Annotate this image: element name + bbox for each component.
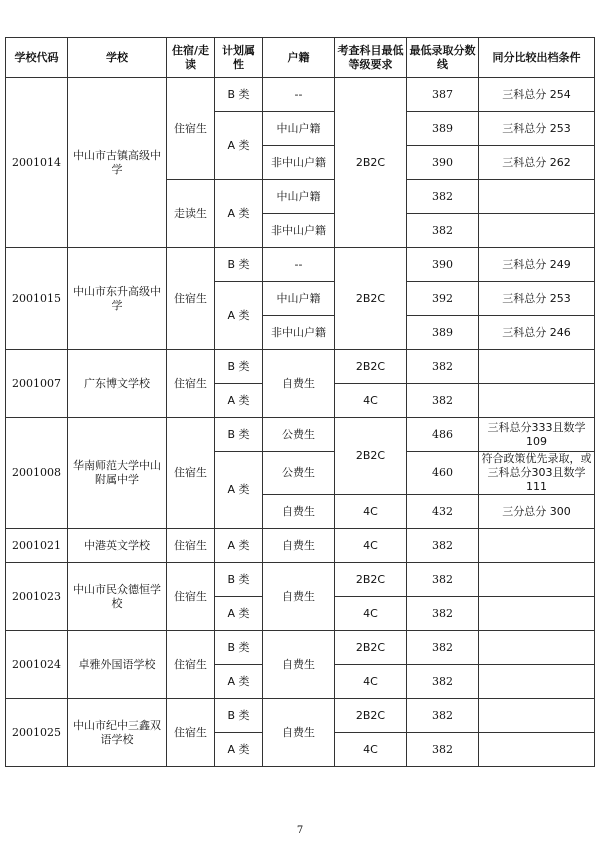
condition-cell [479, 665, 595, 699]
residence-cell: 住宿生 [167, 418, 215, 529]
hukou-cell: 自费生 [263, 563, 335, 631]
residence-cell: 住宿生 [167, 78, 215, 180]
hukou-cell: 非中山户籍 [263, 146, 335, 180]
school-code: 2001023 [6, 563, 68, 631]
school-name: 中山市古镇高级中学 [68, 78, 167, 248]
table-row [6, 350, 595, 384]
plan-cell: A 类 [215, 597, 263, 631]
condition-cell [479, 597, 595, 631]
score-cell: 382 [407, 631, 479, 665]
hukou-cell: 自费生 [263, 495, 335, 529]
plan-cell: B 类 [215, 78, 263, 112]
score-cell: 382 [407, 180, 479, 214]
admission-score-table [5, 37, 595, 767]
score-cell: 382 [407, 563, 479, 597]
residence-cell: 住宿生 [167, 563, 215, 631]
plan-cell: A 类 [215, 112, 263, 180]
header-row [6, 38, 595, 78]
condition-cell: 三科总分 262 [479, 146, 595, 180]
plan-cell: B 类 [215, 248, 263, 282]
condition-cell [479, 733, 595, 767]
score-cell: 387 [407, 78, 479, 112]
residence-cell: 住宿生 [167, 529, 215, 563]
condition-cell: 三科总分 253 [479, 112, 595, 146]
plan-cell: A 类 [215, 733, 263, 767]
condition-cell: 三科总分333且数学109 [479, 418, 595, 452]
subject-cell: 2B2C [335, 78, 407, 248]
residence-cell: 住宿生 [167, 248, 215, 350]
score-cell: 460 [407, 452, 479, 495]
header-tie-condition: 同分比较出档条件 [479, 38, 595, 78]
plan-cell: A 类 [215, 529, 263, 563]
condition-cell [479, 384, 595, 418]
header-min-score: 最低录取分数线 [407, 38, 479, 78]
score-cell: 389 [407, 112, 479, 146]
subject-cell: 2B2C [335, 418, 407, 495]
school-code: 2001007 [6, 350, 68, 418]
score-cell: 382 [407, 350, 479, 384]
header-code: 学校代码 [6, 38, 68, 78]
school-code: 2001008 [6, 418, 68, 529]
hukou-cell: 中山户籍 [263, 112, 335, 146]
condition-cell [479, 631, 595, 665]
subject-cell: 2B2C [335, 631, 407, 665]
residence-cell: 住宿生 [167, 699, 215, 767]
plan-cell: A 类 [215, 282, 263, 350]
hukou-cell: 非中山户籍 [263, 316, 335, 350]
condition-cell: 符合政策优先录取，或三科总分303且数学111 [479, 452, 595, 495]
school-code: 2001015 [6, 248, 68, 350]
hukou-cell: 公费生 [263, 418, 335, 452]
school-name: 中山市纪中三鑫双语学校 [68, 699, 167, 767]
subject-cell: 4C [335, 495, 407, 529]
table-row [6, 418, 595, 452]
hukou-cell: 中山户籍 [263, 180, 335, 214]
subject-cell: 4C [335, 597, 407, 631]
subject-cell: 2B2C [335, 699, 407, 733]
residence-cell: 走读生 [167, 180, 215, 248]
condition-cell: 三分总分 300 [479, 495, 595, 529]
table-row [6, 78, 595, 112]
plan-cell: B 类 [215, 631, 263, 665]
table-row [6, 699, 595, 733]
header-plan: 计划属性 [215, 38, 263, 78]
school-code: 2001024 [6, 631, 68, 699]
score-cell: 389 [407, 316, 479, 350]
plan-cell: A 类 [215, 384, 263, 418]
subject-cell: 4C [335, 384, 407, 418]
score-cell: 382 [407, 665, 479, 699]
plan-cell: A 类 [215, 665, 263, 699]
condition-cell: 三科总分 249 [479, 248, 595, 282]
school-code: 2001014 [6, 78, 68, 248]
score-cell: 392 [407, 282, 479, 316]
plan-cell: B 类 [215, 563, 263, 597]
school-code: 2001021 [6, 529, 68, 563]
subject-cell: 4C [335, 665, 407, 699]
score-cell: 382 [407, 597, 479, 631]
hukou-cell: 非中山户籍 [263, 214, 335, 248]
condition-cell [479, 350, 595, 384]
table-row [6, 529, 595, 563]
subject-cell: 4C [335, 529, 407, 563]
condition-cell [479, 563, 595, 597]
condition-cell: 三科总分 253 [479, 282, 595, 316]
condition-cell: 三科总分 246 [479, 316, 595, 350]
subject-cell: 2B2C [335, 248, 407, 350]
hukou-cell: 中山户籍 [263, 282, 335, 316]
score-cell: 486 [407, 418, 479, 452]
condition-cell [479, 180, 595, 214]
school-name: 卓雅外国语学校 [68, 631, 167, 699]
hukou-cell: 自费生 [263, 699, 335, 767]
hukou-cell: 自费生 [263, 631, 335, 699]
score-cell: 382 [407, 214, 479, 248]
score-cell: 382 [407, 699, 479, 733]
plan-cell: B 类 [215, 350, 263, 384]
school-name: 中港英文学校 [68, 529, 167, 563]
school-name: 华南师范大学中山附属中学 [68, 418, 167, 529]
score-cell: 432 [407, 495, 479, 529]
hukou-cell: 自费生 [263, 350, 335, 418]
hukou-cell: 自费生 [263, 529, 335, 563]
condition-cell [479, 529, 595, 563]
table-row [6, 248, 595, 282]
hukou-cell: -- [263, 78, 335, 112]
header-residence: 住宿/走读 [167, 38, 215, 78]
plan-cell: B 类 [215, 418, 263, 452]
table-row [6, 563, 595, 597]
score-cell: 382 [407, 733, 479, 767]
table-row [6, 631, 595, 665]
page-number: 7 [296, 825, 304, 836]
score-cell: 382 [407, 529, 479, 563]
hukou-cell: -- [263, 248, 335, 282]
header-subject: 考查科目最低等级要求 [335, 38, 407, 78]
header-school: 学校 [68, 38, 167, 78]
condition-cell [479, 699, 595, 733]
condition-cell: 三科总分 254 [479, 78, 595, 112]
score-cell: 382 [407, 384, 479, 418]
residence-cell: 住宿生 [167, 631, 215, 699]
plan-cell: A 类 [215, 180, 263, 248]
subject-cell: 2B2C [335, 563, 407, 597]
score-cell: 390 [407, 248, 479, 282]
plan-cell: A 类 [215, 452, 263, 529]
plan-cell: B 类 [215, 699, 263, 733]
score-cell: 390 [407, 146, 479, 180]
header-hukou: 户籍 [263, 38, 335, 78]
school-name: 中山市东升高级中学 [68, 248, 167, 350]
school-name: 广东博文学校 [68, 350, 167, 418]
hukou-cell: 公费生 [263, 452, 335, 495]
subject-cell: 4C [335, 733, 407, 767]
school-name: 中山市民众德恒学校 [68, 563, 167, 631]
condition-cell [479, 214, 595, 248]
school-code: 2001025 [6, 699, 68, 767]
subject-cell: 2B2C [335, 350, 407, 384]
residence-cell: 住宿生 [167, 350, 215, 418]
